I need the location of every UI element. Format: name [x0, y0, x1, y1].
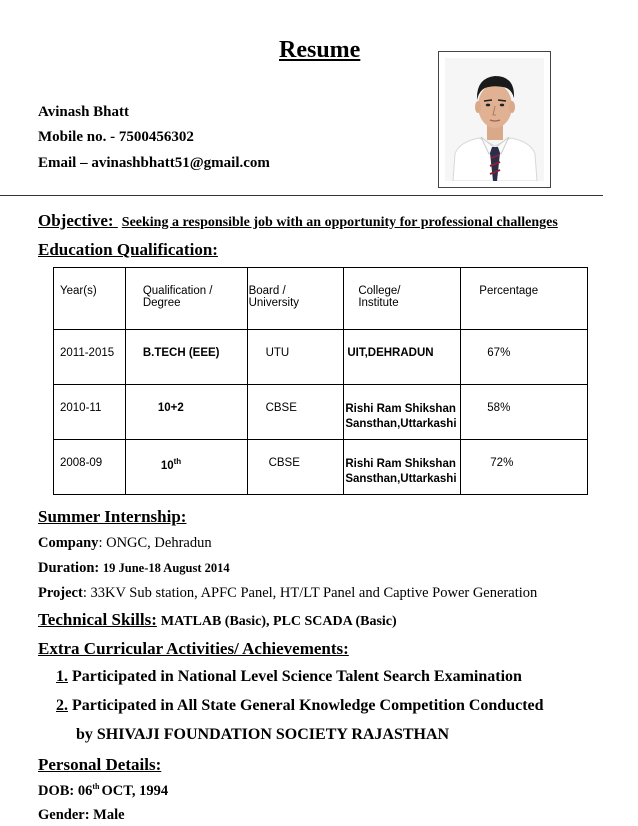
dob-line: [38, 782, 168, 800]
cell-percentage: 67%: [487, 347, 511, 359]
list-item-continuation: by SHIVAJI FOUNDATION SOCIETY RAJASTHAN: [76, 726, 450, 743]
header-year: [54, 268, 125, 297]
gender-line: Gender: Male: [38, 807, 125, 823]
objective-section: [38, 211, 558, 231]
item-text: Participated in National Level Science Talent Search Examination: [72, 668, 522, 685]
objective-label: Objective:: [38, 211, 114, 230]
superscript-th: th: [173, 457, 182, 466]
personal-details-heading: Personal Details:: [38, 755, 162, 774]
cell-college: UIT,DEHRADUN: [347, 347, 434, 359]
item-number: 2.: [56, 697, 68, 714]
cell-qualification: 10+2: [157, 402, 184, 414]
skills-label: Technical Skills:: [38, 610, 157, 629]
extra-heading: Extra Curricular Activities/ Achievements:: [38, 639, 349, 658]
item-number: 1.: [56, 668, 68, 685]
header-board: Board / University: [248, 285, 300, 309]
duration-label: Duration: [38, 560, 95, 576]
mobile-number: Mobile no. - 7500456302: [38, 129, 194, 145]
company-label: Company: [38, 535, 99, 551]
qualification-text: 10: [160, 459, 174, 472]
list-item: [56, 668, 522, 686]
item-text: Participated in All State General Knowledge Competition Conducted: [72, 697, 544, 714]
cell-board: UTU: [265, 347, 290, 359]
company-line: [38, 535, 212, 552]
cell-year: 2008-09: [60, 457, 103, 469]
email-address: Email – avinashbhatt51@gmail.com: [38, 155, 270, 171]
objective-text: Seeking a responsible job with an opportunity for professional challenges: [121, 215, 558, 230]
cell-college: Rishi Ram Shikshan Sansthan,Uttarkashi: [345, 403, 457, 430]
cell-college: Rishi Ram Shikshan Sansthan,Uttarkashi: [345, 458, 457, 485]
header-percentage: Percentage: [479, 285, 539, 297]
company-value: : ONGC, Dehradun: [98, 535, 212, 551]
cell-qualification: B.TECH (EEE): [142, 347, 220, 359]
skills-value: MATLAB (Basic), PLC SCADA (Basic): [160, 614, 397, 629]
candidate-name: Avinash Bhatt: [38, 104, 129, 120]
table-header-row: [54, 268, 588, 330]
page-title: Resume: [279, 37, 361, 63]
cell-year: 2010-11: [60, 402, 102, 414]
profile-photo: [438, 51, 551, 188]
education-heading: Education Qualification:: [38, 240, 218, 259]
dob-value: OCT, 1994: [101, 782, 169, 799]
project-line: [38, 585, 537, 602]
person-photo-illustration: [445, 58, 544, 181]
cell-percentage: 58%: [487, 402, 511, 414]
table-row: [54, 385, 588, 440]
header-college: College/ Institute: [358, 285, 401, 309]
header-text: Year(s): [60, 285, 97, 297]
table-row: [54, 440, 588, 495]
table-row: [54, 330, 588, 385]
cell-qualification: [126, 440, 247, 472]
cell-board: CBSE: [268, 457, 300, 469]
header-divider: [0, 195, 603, 196]
project-label: Project: [38, 585, 83, 601]
duration-value: 19 June-18 August 2014: [102, 561, 230, 575]
duration-line: Duration: 19 June-18 August 2014: [38, 560, 230, 576]
list-item: [56, 697, 544, 715]
cell-year: 2011-2015: [60, 347, 115, 359]
cell-board: CBSE: [265, 402, 297, 414]
education-table: [53, 267, 588, 495]
dob-superscript: th: [92, 782, 100, 791]
dob-label: DOB: 06: [38, 782, 93, 799]
project-value: : 33KV Sub station, APFC Panel, HT/LT Panel and Captive Power Generation: [82, 585, 538, 601]
skills-line: [38, 610, 397, 630]
cell-percentage: 72%: [490, 457, 514, 469]
header-qualification: Qualification / Degree: [142, 285, 213, 309]
internship-heading: Summer Internship:: [38, 507, 187, 526]
